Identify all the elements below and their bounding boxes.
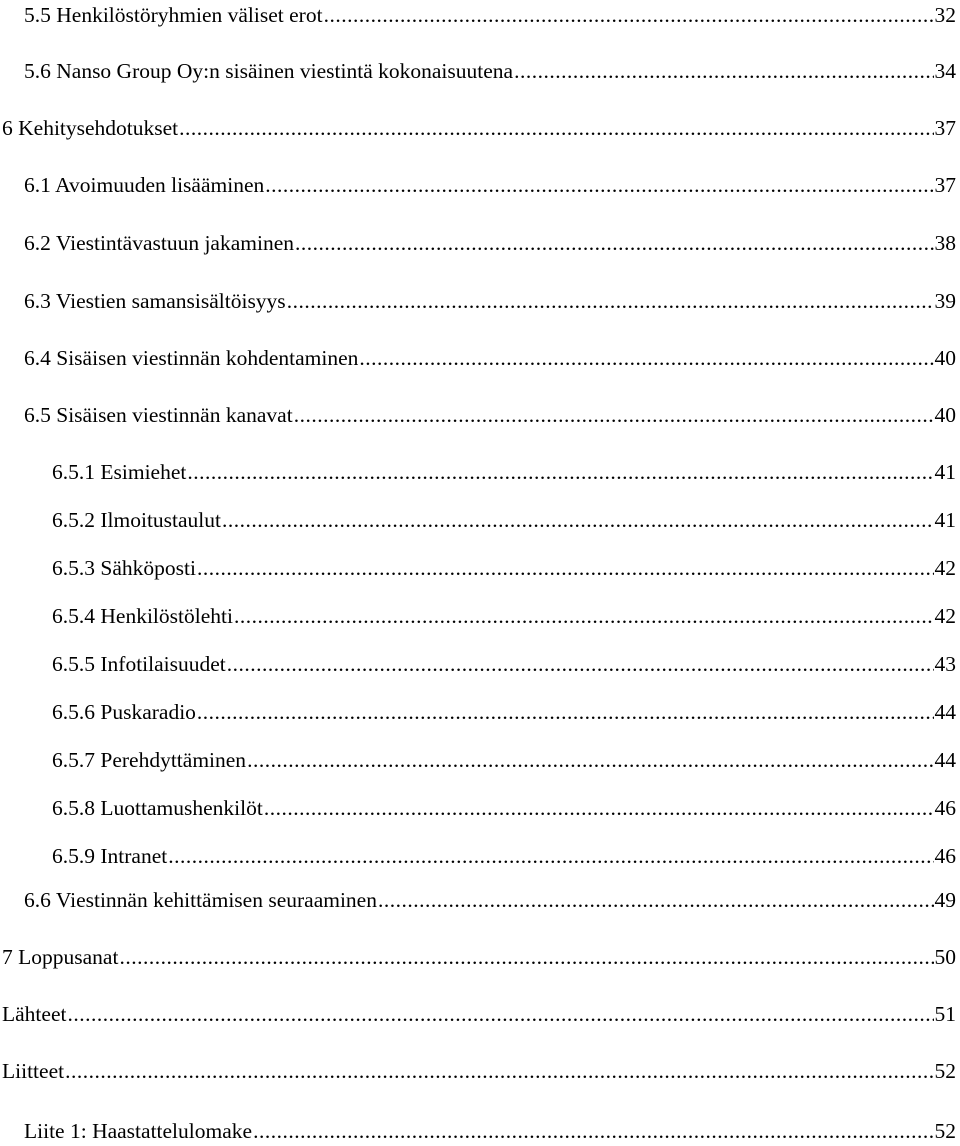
toc-dot-leader <box>265 170 933 200</box>
toc-dot-leader <box>179 113 933 143</box>
toc-entry[interactable] <box>0 999 956 1029</box>
toc-page-number: 42 <box>934 604 956 628</box>
toc-page-number: 38 <box>934 231 956 255</box>
toc-entry[interactable] <box>0 505 956 535</box>
toc-entry-title: 6.5.9 Intranet <box>52 844 168 868</box>
toc-page-number: 52 <box>934 1119 956 1143</box>
toc-entry-title: Liite 1: Haastattelulomake <box>24 1119 253 1143</box>
toc-entry[interactable] <box>0 697 956 727</box>
toc-entry-title: 6.5.6 Puskaradio <box>52 700 196 724</box>
toc-page-number: 39 <box>934 289 956 313</box>
toc-dot-leader <box>168 841 933 871</box>
toc-entry-title: 6.5.8 Luottamushenkilöt <box>52 796 263 820</box>
toc-dot-leader <box>295 228 934 258</box>
toc-page-number: 32 <box>934 3 956 27</box>
toc-entry-title: 6.2 Viestintävastuun jakaminen <box>24 231 294 255</box>
toc-dot-leader <box>187 457 933 487</box>
toc-entry-title: 5.6 Nanso Group Oy:n sisäinen viestintä kokonaisuutena <box>24 59 514 83</box>
toc-dot-leader <box>234 601 934 631</box>
toc-dot-leader <box>294 400 934 430</box>
toc-entry[interactable] <box>0 649 956 679</box>
toc-entry-title: 6.6 Viestinnän kehittämisen seuraaminen <box>24 888 377 912</box>
toc-page-number: 43 <box>934 652 956 676</box>
toc-dot-leader <box>287 286 934 316</box>
toc-entry-title: 6.5.1 Esimiehet <box>52 460 187 484</box>
toc-dot-leader <box>197 697 934 727</box>
toc-entry-title: 6.3 Viestien samansisältöisyys <box>24 289 286 313</box>
toc-dot-leader <box>65 1056 933 1086</box>
toc-page-number: 46 <box>934 844 956 868</box>
toc-page-number: 44 <box>934 748 956 772</box>
toc-entry[interactable] <box>0 942 956 972</box>
toc-entry-title: 5.5 Henkilöstöryhmien väliset erot <box>24 3 323 27</box>
toc-dot-leader <box>378 885 934 915</box>
toc-entry[interactable] <box>0 745 956 775</box>
toc-entry-title: 6.5.3 Sähköposti <box>52 556 196 580</box>
toc-entry[interactable] <box>0 113 956 143</box>
toc-page-number: 42 <box>934 556 956 580</box>
toc-entry-title: 7 Loppusanat <box>2 945 119 969</box>
toc-page-number: 51 <box>934 1002 956 1026</box>
toc-entry[interactable] <box>0 601 956 631</box>
toc-entry-title: Lähteet <box>2 1002 67 1026</box>
toc-entry-title: 6.5.2 Ilmoitustaulut <box>52 508 222 532</box>
toc-entry[interactable] <box>0 553 956 583</box>
toc-dot-leader <box>222 505 933 535</box>
toc-page-number: 49 <box>934 888 956 912</box>
toc-entry-title: 6.5.7 Perehdyttäminen <box>52 748 247 772</box>
toc-dot-leader <box>264 793 934 823</box>
toc-page-number: 50 <box>934 945 956 969</box>
toc-entry[interactable] <box>0 56 956 86</box>
toc-entry[interactable] <box>0 343 956 373</box>
toc-entry[interactable] <box>0 457 956 487</box>
toc-entry[interactable] <box>0 400 956 430</box>
toc-page-number: 40 <box>934 346 956 370</box>
toc-page-number: 37 <box>934 116 956 140</box>
toc-page-number: 34 <box>934 59 956 83</box>
toc-page-number: 41 <box>934 508 956 532</box>
toc-page-number: 46 <box>934 796 956 820</box>
toc-entry[interactable] <box>0 793 956 823</box>
toc-entry-title: 6 Kehitysehdotukset <box>2 116 179 140</box>
toc-entry[interactable] <box>0 841 956 871</box>
toc-dot-leader <box>67 999 933 1029</box>
toc-entry-title: 6.1 Avoimuuden lisääminen <box>24 173 265 197</box>
toc-page-number: 41 <box>934 460 956 484</box>
toc-dot-leader <box>359 343 933 373</box>
toc-entry[interactable] <box>0 228 956 258</box>
toc-entry[interactable] <box>0 286 956 316</box>
toc-dot-leader <box>247 745 933 775</box>
toc-entry-title: 6.5 Sisäisen viestinnän kanavat <box>24 403 293 427</box>
toc-dot-leader <box>514 56 933 86</box>
toc-entry-title: 6.4 Sisäisen viestinnän kohdentaminen <box>24 346 359 370</box>
toc-entry-title: Liitteet <box>2 1059 65 1083</box>
toc-page-number: 37 <box>934 173 956 197</box>
toc-entry-title: 6.5.4 Henkilöstölehti <box>52 604 233 628</box>
toc-page-number: 52 <box>934 1059 956 1083</box>
toc-dot-leader <box>227 649 934 679</box>
toc-entry-title: 6.5.5 Infotilaisuudet <box>52 652 226 676</box>
toc-entry[interactable] <box>0 1056 956 1086</box>
toc-dot-leader <box>197 553 934 583</box>
toc-page-number: 44 <box>934 700 956 724</box>
toc-dot-leader <box>119 942 933 972</box>
toc-entry[interactable] <box>0 885 956 915</box>
toc-entry[interactable] <box>0 0 956 30</box>
toc-page-number: 40 <box>934 403 956 427</box>
toc-dot-leader <box>324 0 934 30</box>
toc-entry[interactable] <box>0 170 956 200</box>
